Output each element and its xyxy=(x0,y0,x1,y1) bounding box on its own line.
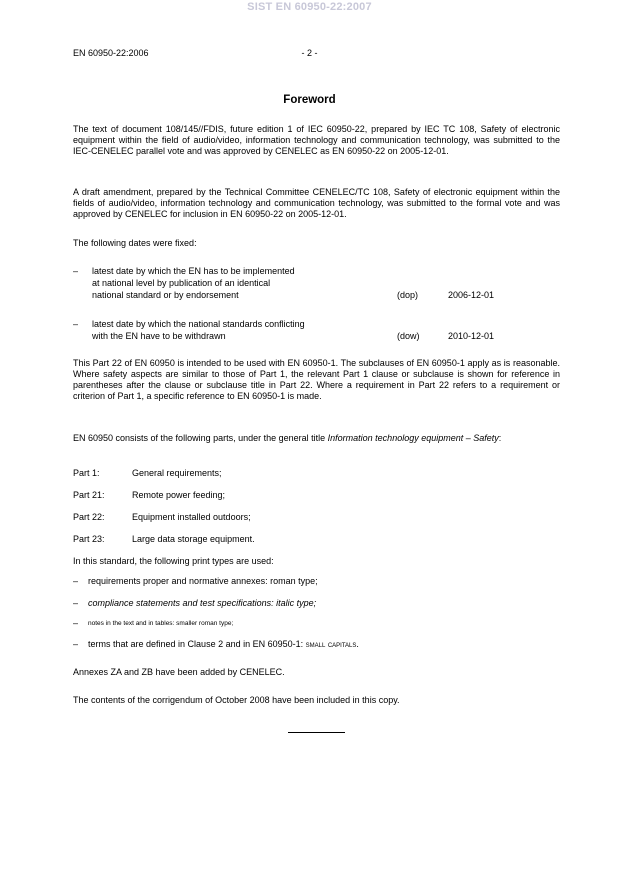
dates-row-line: at national level by publication of an identical xyxy=(92,278,271,288)
print-type-small-caps-prefix: terms that are defined in Clause 2 and in EN 60950-1: xyxy=(88,639,306,649)
dates-row-code: (dop) xyxy=(397,290,419,300)
part-number: Part 21: xyxy=(73,490,105,500)
dates-row-line: latest date by which the EN has to be implemented xyxy=(92,266,295,276)
paragraph-part22-scope: This Part 22 of EN 60950 is intended to be used with EN 60950-1. The subclauses of EN 60950-1 apply as is reasonable. Where safety aspects are similar to those of Part 1, the relevant Part 1 clause or subclause is shown for reference in parentheses after the clause or subclause title in Part 22. Where a requirement in Part 22 refers to a requirement or criterion of Part 1, a specific reference to EN 60950-1 is made. xyxy=(73,358,560,401)
list-dash: – xyxy=(73,598,79,608)
paragraph-draft-amendment: A draft amendment, prepared by the Technical Committee CENELEC/TC 108, Safety of electronic equipment within the fields of audio/video, information technology and communication technology, was submitted to the formal vote and was approved by CENELEC for inclusion in EN 60950-22 on 2005-12-01. xyxy=(73,187,560,219)
print-type-roman: requirements proper and normative annexes: roman type; xyxy=(88,576,318,586)
print-type-small-caps-term: small capitals xyxy=(305,639,357,649)
list-dash: – xyxy=(73,576,79,586)
list-dash: – xyxy=(73,319,79,329)
list-dash: – xyxy=(73,266,79,276)
part-description: Large data storage equipment. xyxy=(132,534,255,544)
dates-row-date: 2010-12-01 xyxy=(448,331,495,341)
parts-intro-general-title: Information technology equipment – Safety xyxy=(327,433,499,443)
paragraph-annexes: Annexes ZA and ZB have been added by CENELEC. xyxy=(73,667,285,677)
part-number: Part 1: xyxy=(73,468,100,478)
part-number: Part 23: xyxy=(73,534,105,544)
dates-row-code: (dow) xyxy=(397,331,420,341)
parts-intro-text: EN 60950 consists of the following parts, under the general title xyxy=(73,433,328,443)
paragraph-corrigendum: The contents of the corrigendum of October 2008 have been included in this copy. xyxy=(73,695,400,705)
print-type-small-roman: notes in the text and in tables: smaller roman type; xyxy=(88,620,234,627)
parts-intro-suffix: : xyxy=(498,433,502,443)
dates-row-line: latest date by which the national standards conflicting xyxy=(92,319,305,329)
paragraph-fdis-text: The text of document 108/145//FDIS, future edition 1 of IEC 60950-22, prepared by IEC TC 108, Safety of electronic equipment within the field of audio/video, information technology and communication technology, was submitted to the IEC-CENELEC parallel vote and was approved by CENELEC as EN 60950-22 on 2005-12-01. xyxy=(73,124,560,156)
paragraph-parts-intro xyxy=(73,433,560,444)
list-dash: – xyxy=(73,639,79,649)
paragraph-dates-intro: The following dates were fixed: xyxy=(73,238,197,248)
print-type-small-caps-suffix: . xyxy=(356,639,359,649)
part-description: Equipment installed outdoors; xyxy=(132,512,251,522)
part-description: Remote power feeding; xyxy=(132,490,226,500)
print-type-italic: compliance statements and test specifications: italic type; xyxy=(88,598,317,608)
end-divider xyxy=(288,732,345,733)
print-type-small-caps xyxy=(88,639,359,650)
document-id: EN 60950-22:2006 xyxy=(73,48,149,58)
page-number: - 2 - xyxy=(301,48,318,58)
watermark: SIST EN 60950-22:2007 xyxy=(247,1,372,13)
list-dash: – xyxy=(73,618,79,628)
paragraph-print-types-intro: In this standard, the following print types are used: xyxy=(73,556,274,566)
part-number: Part 22: xyxy=(73,512,105,522)
dates-row-line: with the EN have to be withdrawn xyxy=(92,331,226,341)
dates-row-date: 2006-12-01 xyxy=(448,290,495,300)
part-description: General requirements; xyxy=(132,468,222,478)
page-title: Foreword xyxy=(283,94,336,106)
dates-row-line: national standard or by endorsement xyxy=(92,290,239,300)
